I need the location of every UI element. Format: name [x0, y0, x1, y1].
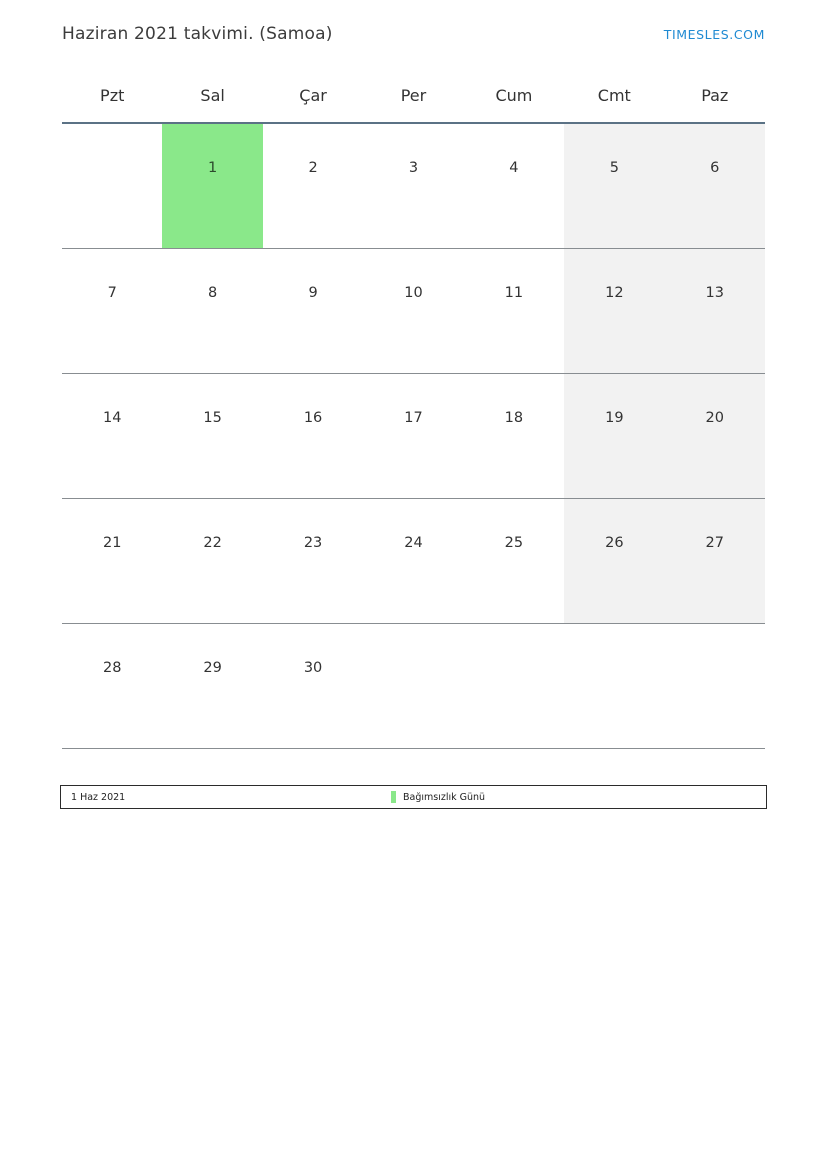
- calendar-grid: [62, 85, 765, 749]
- day-number: 5: [609, 160, 619, 176]
- day-number: [564, 624, 664, 661]
- day-number: 23: [303, 534, 323, 551]
- day-number: 20: [705, 409, 724, 426]
- page-title: Haziran 2021 takvimi. (Samoa): [62, 24, 333, 44]
- brand-link[interactable]: TIMESLES.COM: [663, 26, 765, 42]
- day-number: 7: [107, 284, 117, 301]
- calendar-cell[interactable]: [464, 248, 564, 373]
- day-number: [363, 624, 463, 661]
- day-number: [464, 624, 564, 661]
- calendar-cell[interactable]: [62, 623, 162, 748]
- calendar-cell[interactable]: [263, 498, 363, 623]
- day-number: 3: [408, 160, 419, 176]
- calendar-cell[interactable]: [363, 498, 463, 623]
- day-number: [62, 124, 162, 161]
- day-number: 10: [404, 284, 423, 301]
- legend-color-swatch-icon: [391, 791, 396, 803]
- day-number: 28: [102, 659, 122, 676]
- day-number: 18: [504, 409, 524, 426]
- page-header: [62, 20, 765, 48]
- day-number: 4: [509, 160, 519, 176]
- day-number: 8: [208, 284, 218, 301]
- calendar-cell-holiday[interactable]: [162, 123, 262, 248]
- calendar-cell-empty: [62, 123, 162, 248]
- calendar-cell[interactable]: [464, 373, 564, 498]
- calendar-cell[interactable]: [363, 248, 463, 373]
- calendar-cell-weekend[interactable]: [564, 498, 664, 623]
- calendar-cell-empty: [665, 623, 765, 748]
- day-number: 9: [308, 284, 318, 301]
- weekday-header-cum: Cum: [495, 85, 533, 105]
- calendar-cell[interactable]: [363, 123, 463, 248]
- calendar-cell[interactable]: [162, 498, 262, 623]
- weekday-header-pzt: Pzt: [100, 85, 125, 105]
- calendar-cell-weekend[interactable]: [665, 123, 765, 248]
- weekday-header-cmt: Cmt: [597, 85, 631, 105]
- day-number: 2: [308, 160, 318, 176]
- calendar-cell-weekend[interactable]: [564, 248, 664, 373]
- day-number: 13: [705, 284, 724, 301]
- calendar-week-row: [62, 498, 765, 623]
- weekday-header-per: Per: [400, 85, 427, 105]
- calendar-cell[interactable]: [162, 623, 262, 748]
- day-number: 11: [504, 284, 524, 301]
- day-number: 27: [705, 534, 724, 551]
- day-number: 1: [208, 160, 218, 176]
- calendar-cell-empty: [363, 623, 463, 748]
- calendar-week-row: [62, 248, 765, 373]
- calendar-cell[interactable]: [263, 123, 363, 248]
- day-number: 17: [404, 409, 423, 426]
- calendar-cell-empty: [564, 623, 664, 748]
- weekday-header-row: [62, 85, 765, 123]
- day-number: 29: [203, 659, 222, 676]
- calendar-cell-weekend[interactable]: [665, 373, 765, 498]
- day-number: 19: [605, 409, 624, 426]
- calendar-cell-weekend[interactable]: [564, 373, 664, 498]
- calendar-cell[interactable]: [263, 373, 363, 498]
- legend-date: 1 Haz 2021: [71, 791, 126, 803]
- calendar-cell[interactable]: [263, 623, 363, 748]
- weekday-header-car: Çar: [299, 85, 327, 105]
- day-number: 12: [605, 284, 624, 301]
- calendar-week-row: [62, 623, 765, 748]
- calendar-cell-weekend[interactable]: [665, 498, 765, 623]
- weekday-header-paz: Paz: [701, 85, 729, 105]
- day-number: 16: [303, 409, 323, 426]
- day-number: 14: [102, 409, 122, 426]
- calendar-cell[interactable]: [62, 498, 162, 623]
- day-number: 30: [303, 659, 323, 676]
- legend-label: Bağımsızlık Günü: [403, 791, 486, 803]
- day-number: 26: [605, 534, 624, 551]
- calendar-cell[interactable]: [62, 373, 162, 498]
- calendar-cell[interactable]: [363, 373, 463, 498]
- calendar-cell[interactable]: [62, 248, 162, 373]
- weekday-header-sal: Sal: [200, 85, 225, 105]
- day-number: 22: [203, 534, 222, 551]
- calendar-cell-weekend[interactable]: [665, 248, 765, 373]
- day-number: 24: [404, 534, 423, 551]
- calendar-cell-empty: [464, 623, 564, 748]
- day-number: 21: [102, 534, 122, 551]
- day-number: 25: [504, 534, 524, 551]
- calendar-cell-weekend[interactable]: [564, 123, 664, 248]
- legend-entry: [391, 791, 485, 803]
- calendar-week-row: [62, 373, 765, 498]
- day-number: 6: [710, 160, 720, 176]
- calendar-cell[interactable]: [464, 498, 564, 623]
- calendar-week-row: [62, 123, 765, 248]
- day-number: [665, 624, 765, 661]
- calendar-cell[interactable]: [162, 373, 262, 498]
- calendar-cell[interactable]: [162, 248, 262, 373]
- calendar-cell[interactable]: [263, 248, 363, 373]
- calendar-cell[interactable]: [464, 123, 564, 248]
- legend-bar: [60, 785, 767, 809]
- day-number: 15: [203, 409, 222, 426]
